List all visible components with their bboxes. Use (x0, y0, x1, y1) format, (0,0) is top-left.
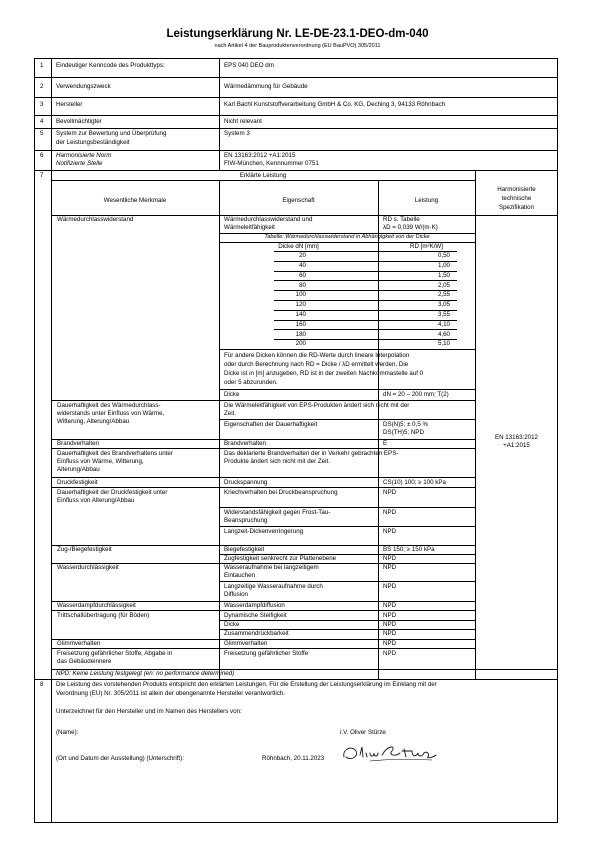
merkmal-label: widerstands unter Einfluss von Wärme, (57, 410, 165, 417)
row-line (219, 419, 475, 420)
header-spec: Harmonisierte (497, 186, 536, 193)
leistung-value: NPD (383, 564, 397, 571)
merkmal-label: Freisetzung gefährlicher Stoffe, Abgabe in (57, 650, 173, 657)
header-merkmal: Wesentliche Merkmale (103, 197, 167, 204)
eigenschaft-label: Dicke (224, 621, 240, 628)
eigenschaft-label: Diffusion (224, 591, 248, 598)
row-line (34, 115, 558, 116)
table-note: oder 5 abzurunden. (224, 379, 278, 386)
row-line (51, 648, 475, 649)
row-value: EN 13163:2012 +A1:2015 (224, 152, 296, 159)
thickness-value: 20 (299, 252, 306, 260)
thickness-value: 180 (295, 330, 306, 338)
row-value: EPS 040 DEO dm (224, 62, 274, 69)
header-leistung: Leistung (414, 197, 439, 204)
eigenschaft-label: Beanspruchung (224, 517, 268, 524)
merkmal-label: Dauerhaftigkeit des Wärmedurchlass- (57, 402, 161, 409)
merkmal-label: Druckfestigkeit (57, 479, 98, 486)
row-line (219, 389, 475, 390)
row-line (51, 400, 475, 401)
place-date-label: (Ort und Datum der Ausstellung) (Unterschrift): (56, 755, 184, 762)
header-spec: technische (501, 195, 532, 202)
row-line (219, 581, 475, 582)
row-label: Bevollmächtigter (56, 118, 102, 125)
header-spec: Spezifikation (498, 204, 535, 211)
thickness-value: 200 (295, 340, 306, 348)
eigenschaft-label: Freisetzung gefährlicher Stoffe (224, 650, 309, 657)
npd-note: NPD: Keine Leistung festgelegt (en: no performance determined) (56, 670, 235, 677)
row-label: Harmonisierte Norm (56, 152, 112, 159)
col-header-dicke: Dicke dN [mm] (278, 243, 319, 250)
leistung-value: NPD (383, 528, 397, 535)
leistung-value: NPD (383, 612, 397, 619)
signature-image (340, 741, 440, 767)
rd-value: 2,05 (437, 281, 450, 289)
row-line (34, 150, 558, 151)
row-line (51, 610, 475, 611)
spec-value: +A1:2015 (503, 442, 530, 449)
eigenschaft-label: Zugfestigkeit senkrecht zur Plattenebene (224, 555, 337, 562)
leistung-value: CS(10) 100; ≥ 100 kPa (383, 479, 446, 486)
eigenschaft-text: Zeit. (224, 410, 237, 417)
row-line (34, 679, 558, 680)
merkmal-label: Dauerhaftigkeit des Brandverhaltens unter (57, 450, 173, 457)
rd-value: 5,10 (437, 340, 450, 348)
leistung-value: BS 150; ≥ 150 kPa (383, 546, 435, 553)
table-caption: Tabelle: Wärmedurchlasswiderstand in Abhängigkeit von der Dicke (264, 234, 430, 240)
col-divider-label (219, 58, 220, 170)
row-line (219, 507, 475, 508)
spec-value: EN 13163:2012 (494, 434, 538, 441)
merkmal-label: Wärmedurchlasswiderstand (57, 216, 134, 223)
col-header-rd: RD [m²K/W] (410, 243, 443, 250)
row-number: 5 (40, 130, 44, 137)
row-line (34, 97, 558, 98)
document-title: Leistungserklärung Nr. LE-DE-23.1-DEO-dm-040 (166, 28, 429, 40)
row-line (34, 77, 558, 78)
merkmal-label: Witterung, Alterung/Abbau (57, 418, 130, 425)
thickness-value: 140 (295, 311, 306, 318)
rd-value: 4,10 (437, 320, 450, 328)
col-divider-leistung (475, 170, 476, 679)
rd-value: 3,05 (437, 301, 450, 309)
eigenschaft-label: Wasseraufnahme bei langzeitigem (224, 564, 319, 571)
row-line (51, 487, 475, 488)
performance-heading: Erklärte Leistung (239, 172, 287, 179)
leistung-value: NPD (383, 640, 397, 647)
row-line (51, 180, 475, 181)
signed-for-text: Unterzeichnet für den Hersteller und im Namen des Herstellers von: (56, 708, 242, 715)
table-note: Dicke ist in [m] anzugeben, RD ist in der zweiten Nachkommastelle auf 0 (224, 370, 424, 377)
row-number: 6 (40, 152, 44, 159)
row-value: FIW-München, Kennnummer 0751 (224, 160, 319, 167)
eigenschaft-label: Eintauchen (224, 572, 255, 579)
thickness-value: 160 (295, 320, 306, 328)
row-line (51, 448, 475, 449)
row-label: der Leistungsbeständigkeit (56, 139, 130, 146)
eigenschaft-label: Zusammendrückbarkeit (224, 630, 289, 637)
col-divider-eigenschaft (378, 180, 379, 679)
leistung-value: NPD (383, 621, 397, 628)
eigenschaft-text: Das deklarierte Brandverhalten der in Verkehr gebrachten EPS- (224, 450, 399, 457)
row-number: 7 (40, 172, 44, 179)
merkmal-label: Einfluss von Wärme, Witterung, (57, 458, 144, 465)
thickness-value: 40 (299, 262, 306, 269)
eigenschaft-label: Widerstandsfähigkeit gegen Frost-Tau- (224, 509, 331, 516)
row-number: 8 (40, 681, 44, 688)
rd-value: 1,50 (437, 271, 450, 279)
row-label: Verwendungszweck (56, 83, 111, 90)
leistung-value: NPD (383, 602, 397, 609)
eigenschaft-label: Dicke (224, 391, 240, 398)
table-note: oder durch Berechnung nach RD = Dicke / λD ermittelt werden. Die (224, 361, 409, 368)
document-subtitle: nach Artikel 4 der Bauproduktenverordnung (EU BauPVO) 305/2011 (214, 43, 381, 49)
place-date-value: Röhnbach, 20.11.2023 (262, 755, 325, 762)
row-value: Wärmedämmung für Gebäude (224, 83, 308, 90)
rd-value: 4,60 (437, 330, 450, 338)
row-line (34, 170, 558, 171)
leistung-value: NPD (383, 489, 397, 496)
eigenschaft-text: Die Wärmeleitfähigkeit von EPS-Produkten ändert sich nicht mit der (224, 402, 410, 409)
merkmal-label: Wasserdampfdurchlässigkeit (57, 602, 136, 609)
leistung-value: NPD (383, 583, 397, 590)
header-eigenschaft: Eigenschaft (282, 197, 315, 204)
col-divider-merkmal (219, 180, 220, 679)
row-line (34, 128, 558, 129)
row-line (219, 349, 475, 350)
rd-value: 0,50 (437, 252, 450, 260)
eigenschaft-label: Wärmeleitfähigkeit (224, 224, 275, 231)
row-label: Hersteller (56, 101, 83, 108)
declaration-text: Die Leistung des vorstehenden Produkts entspricht den erklärten Leistungen. Für die Erstellung der Leistungserklärung im Einklang mit der (56, 681, 437, 688)
name-value: i.V. Oliver Stürze (340, 729, 386, 736)
eigenschaft-label: Biegefestigkeit (224, 546, 265, 553)
merkmal-label: Glimmverhalten (57, 640, 101, 647)
eigenschaft-label: Langzeit-Dickenverringerung (224, 528, 304, 535)
leistung-value: E (383, 440, 388, 447)
row-label: System zur Bewertung und Überprüfung (56, 130, 167, 137)
leistung-value: NPD (383, 630, 397, 637)
rd-value: 2,55 (437, 291, 450, 299)
merkmal-label: das Gebäudeinnere (57, 658, 112, 665)
eigenschaft-text: Produkte ändert sich nicht mit der Zeit. (224, 458, 330, 465)
leistung-value: dN = 20 – 200 mm; T(2) (383, 391, 449, 398)
merkmal-label: Einfluss von Alterung/Abbau (57, 497, 135, 504)
row-number: 4 (40, 118, 44, 125)
rd-value: 1,00 (437, 262, 450, 269)
thickness-value: 80 (299, 281, 306, 289)
leistung-value: λD = 0,039 W/(m·K) (383, 224, 438, 231)
merkmal-label: Alterung/Abbau (57, 466, 100, 473)
leistung-value: NPD (383, 650, 397, 657)
name-label: (Name): (56, 729, 79, 736)
eigenschaft-label: Brandverhalten (224, 440, 266, 447)
table-note: Für andere Dicken können die RD-Werte durch lineare Interpolation (224, 352, 410, 359)
merkmal-label: Trittschallübertragung (für Böden) (57, 612, 150, 619)
eigenschaft-label: Dynamische Steifigkeit (224, 612, 287, 619)
eigenschaft-label: Eigenschaften der Dauerhaftigkeit (224, 421, 318, 428)
declaration-text: Verordnung (EU) Nr. 305/2011 ist allein der obengenannte Hersteller verantwortlich. (56, 690, 285, 697)
row-line (51, 477, 475, 478)
leistung-value: DS(N)5; ± 0,5 % (383, 421, 429, 428)
thickness-value: 100 (295, 291, 306, 299)
eigenschaft-label: Wasserdampfdiffusion (224, 602, 285, 609)
row-line (219, 620, 475, 621)
row-line (219, 526, 475, 527)
rd-value: 3,55 (437, 311, 450, 318)
row-value: Karl Bachl Kunststoffverarbeitung GmbH & Co. KG, Deching 3, 94133 Röhnbach (224, 101, 446, 108)
merkmal-label: Brandverhalten (57, 440, 99, 447)
eigenschaft-label: Wärmedurchlasswiderstand und (224, 216, 313, 223)
merkmal-label: Dauerhaftigkeit der Druckfestigkeit unter (57, 489, 168, 496)
eigenschaft-label: Langzeitige Wasseraufnahme durch (224, 583, 323, 590)
row-number: 2 (40, 83, 44, 90)
eigenschaft-label: Glimmverhalten (224, 640, 268, 647)
row-number: 1 (40, 62, 44, 69)
row-number: 3 (40, 101, 44, 108)
merkmal-label: Zug-/Biegefestigkeit (57, 546, 112, 553)
row-value: System 3 (224, 130, 250, 137)
row-label: Eindeutiger Kenncode des Produkttyps: (56, 62, 165, 69)
eigenschaft-label: Kriechverhalten bei Druckbeanspruchung (224, 489, 338, 496)
thickness-value: 60 (299, 271, 306, 279)
leistung-value: RD s. Tabelle (383, 216, 420, 223)
leistung-value: NPD (383, 509, 397, 516)
leistung-value: NPD (383, 555, 397, 562)
leistung-value: DS(TH)5; NPD (383, 429, 424, 436)
thickness-value: 120 (295, 301, 306, 309)
merkmal-label: Wasserdurchlässigkeit (57, 564, 119, 571)
row-value: Nicht relevant (224, 118, 262, 125)
eigenschaft-label: Druckspannung (224, 479, 268, 486)
row-label: Notifizierte Stelle (56, 160, 103, 167)
